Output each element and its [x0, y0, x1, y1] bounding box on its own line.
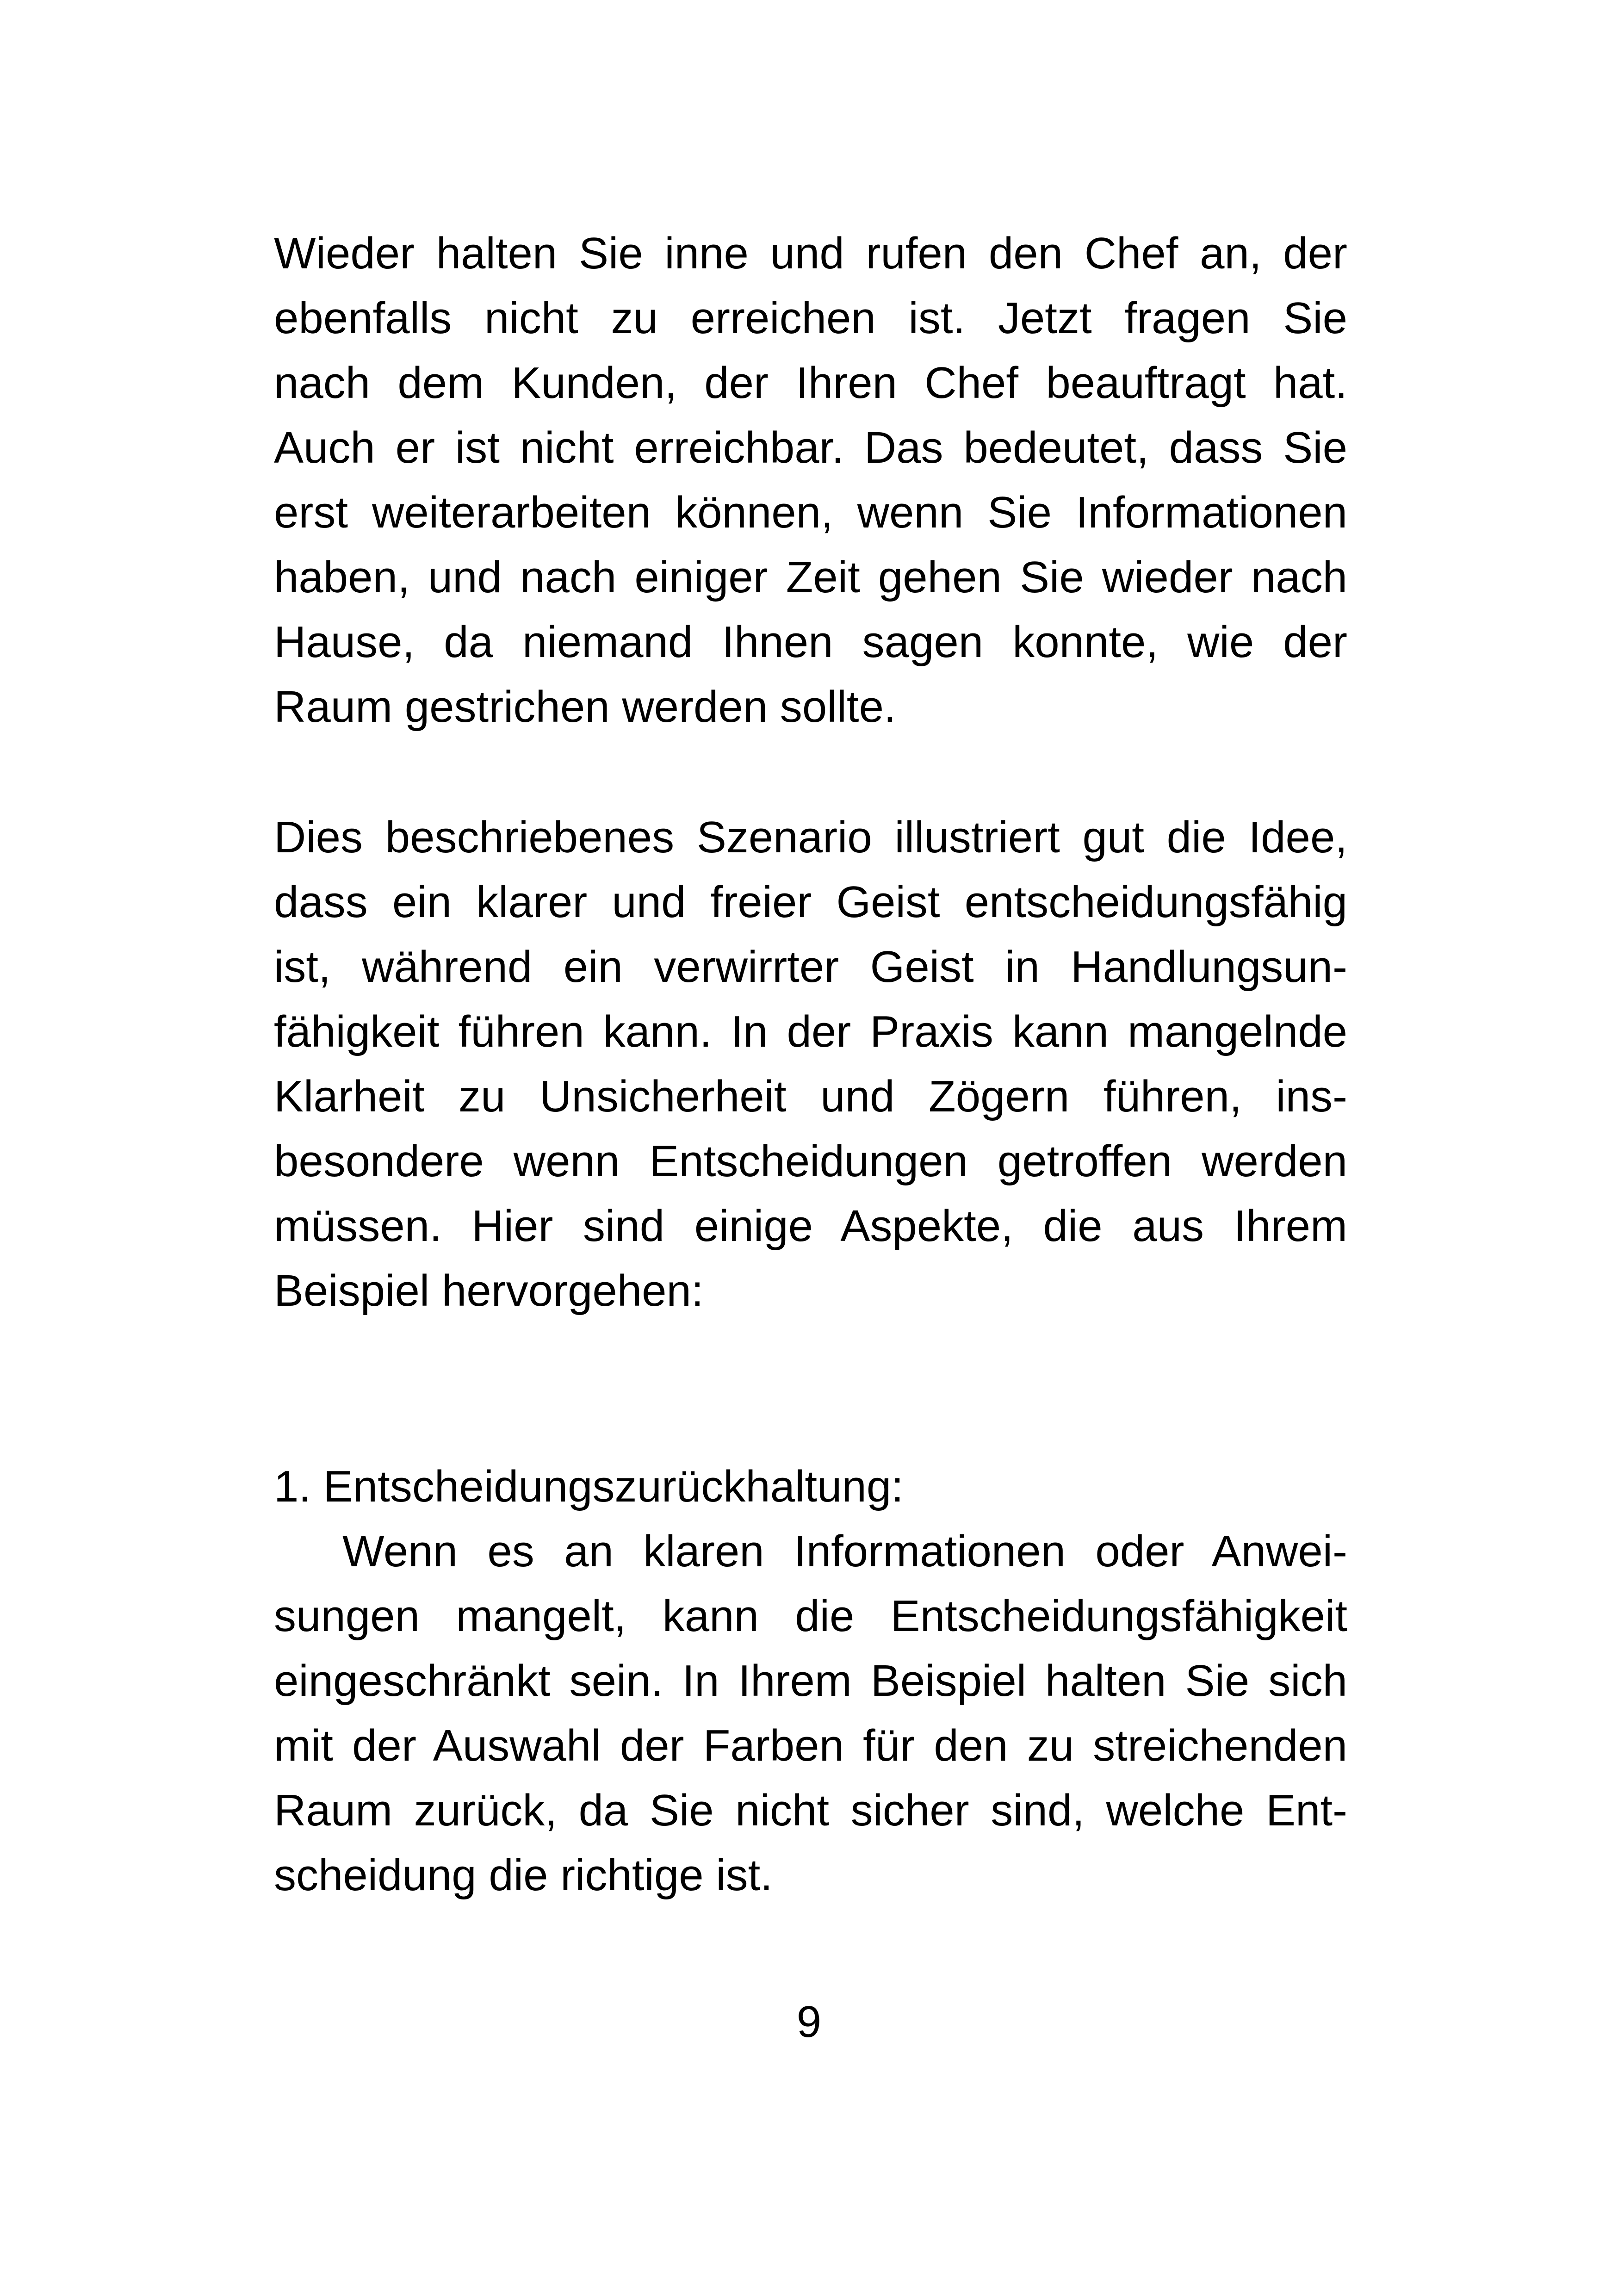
- text-line: ist, während ein verwirrter Geist in Handlungsun-: [274, 942, 1347, 992]
- text-line: sungen mangelt, kann die Entscheidungsfähigkeit: [274, 1591, 1347, 1641]
- text-line: besondere wenn Entscheidungen getroffen werden: [274, 1136, 1347, 1186]
- text-line: dass ein klarer und freier Geist entscheidungsfähig: [274, 877, 1347, 927]
- list-item-body: [274, 1519, 1347, 1908]
- text-line: scheidung die richtige ist.: [274, 1850, 773, 1900]
- text-line: haben, und nach einiger Zeit gehen Sie wieder nach: [274, 552, 1347, 602]
- text-line: eingeschränkt sein. In Ihrem Beispiel halten Sie sich: [274, 1656, 1347, 1706]
- text-line: Hause, da niemand Ihnen sagen konnte, wie der: [274, 617, 1347, 667]
- text-line: fähigkeit führen kann. In der Praxis kann mangelnde: [274, 1007, 1347, 1056]
- text-line: Auch er ist nicht erreichbar. Das bedeutet, dass Sie: [274, 423, 1347, 472]
- text-line: Beispiel hervorgehen:: [274, 1266, 704, 1316]
- text-line: Dies beschriebenes Szenario illustriert gut die Idee,: [274, 813, 1347, 862]
- page-number: 9: [796, 1997, 822, 2047]
- text-line: Raum zurück, da Sie nicht sicher sind, welche Ent-: [274, 1786, 1347, 1835]
- body-paragraph-2: [274, 805, 1347, 1323]
- list-item-title: 1. Entscheidungszurückhaltung:: [274, 1462, 904, 1511]
- text-line: Klarheit zu Unsicherheit und Zögern führen, ins-: [274, 1072, 1347, 1121]
- text-line: ebenfalls nicht zu erreichen ist. Jetzt fragen Sie: [274, 293, 1347, 343]
- text-line: mit der Auswahl der Farben für den zu streichenden: [274, 1721, 1347, 1770]
- body-paragraph-1: [274, 221, 1347, 739]
- text-line: nach dem Kunden, der Ihren Chef beauftragt hat.: [274, 358, 1347, 408]
- text-line: erst weiterarbeiten können, wenn Sie Informationen: [274, 488, 1347, 537]
- text-line: Wieder halten Sie inne und rufen den Chef an, der: [274, 229, 1347, 278]
- text-line: Raum gestrichen werden sollte.: [274, 682, 896, 732]
- text-line: müssen. Hier sind einige Aspekte, die aus Ihrem: [274, 1201, 1347, 1251]
- list-item-heading: [274, 1454, 1347, 1519]
- text-line: Wenn es an klaren Informationen oder Anwei-: [342, 1527, 1347, 1576]
